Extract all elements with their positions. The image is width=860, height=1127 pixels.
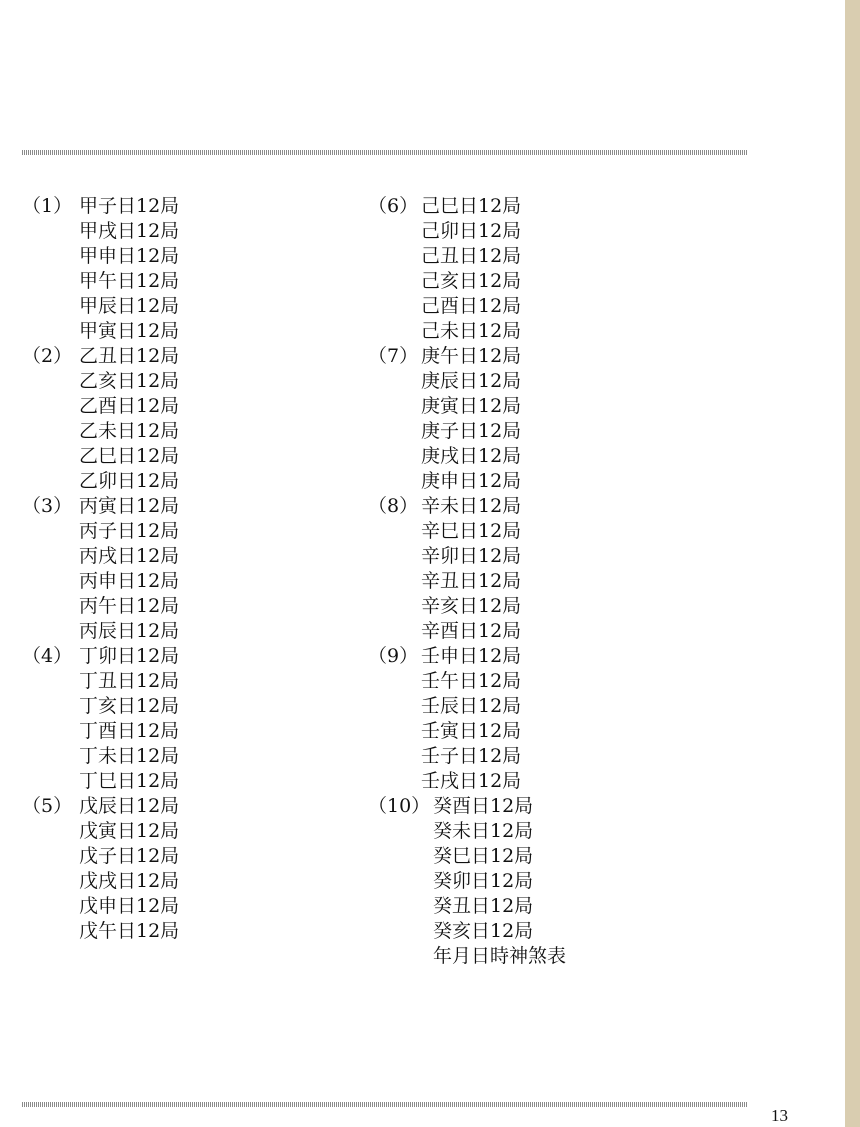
toc-entry[interactable]: 癸卯日12局 [433,870,534,892]
toc-entry[interactable]: 乙丑日12局 [79,345,180,367]
toc-entry[interactable]: 壬子日12局 [421,745,522,767]
toc-entry[interactable]: 壬寅日12局 [421,720,522,742]
group-number: （1） [22,195,73,217]
toc-entry[interactable]: 戊戌日12局 [79,870,180,892]
toc-entry[interactable]: 壬申日12局 [421,645,522,667]
toc-entry[interactable]: 辛巳日12局 [421,520,522,542]
group-number: （3） [22,495,73,517]
toc-entry[interactable]: 戊午日12局 [79,920,180,942]
toc-entry[interactable]: 庚午日12局 [421,345,522,367]
toc-entry[interactable]: 己未日12局 [421,320,522,342]
toc-entry[interactable]: 辛丑日12局 [421,570,522,592]
toc-entry[interactable]: 辛酉日12局 [421,620,522,642]
toc-entry[interactable]: 甲午日12局 [79,270,180,292]
toc-entry[interactable]: 庚申日12局 [421,470,522,492]
bottom-dotted-rule [22,1102,748,1107]
toc-entry[interactable]: 乙亥日12局 [79,370,180,392]
group-number: （9） [368,645,419,667]
toc-entry[interactable]: 丙午日12局 [79,595,180,617]
toc-entry[interactable]: 乙巳日12局 [79,445,180,467]
toc-entry[interactable]: 己丑日12局 [421,245,522,267]
group-number: （10） [368,795,431,817]
toc-entry[interactable]: 丁未日12局 [79,745,180,767]
group-number: （8） [368,495,419,517]
toc-entry[interactable]: 己酉日12局 [421,295,522,317]
toc-entry[interactable]: 戊寅日12局 [79,820,180,842]
toc-entry[interactable]: 庚戌日12局 [421,445,522,467]
toc-entry[interactable]: 甲辰日12局 [79,295,180,317]
toc-entry[interactable]: 壬戌日12局 [421,770,522,792]
toc-entry-shensha-table[interactable]: 年月日時神煞表 [433,945,567,967]
toc-entry[interactable]: 乙未日12局 [79,420,180,442]
toc-entry[interactable]: 乙卯日12局 [79,470,180,492]
toc-entry[interactable]: 丙子日12局 [79,520,180,542]
toc-entry[interactable]: 辛亥日12局 [421,595,522,617]
toc-entry[interactable]: 甲寅日12局 [79,320,180,342]
toc-entry[interactable]: 壬午日12局 [421,670,522,692]
toc-entry[interactable]: 壬辰日12局 [421,695,522,717]
toc-entry[interactable]: 丙寅日12局 [79,495,180,517]
top-dotted-rule [22,150,748,155]
group-number: （6） [368,195,419,217]
toc-entry[interactable]: 己巳日12局 [421,195,522,217]
toc-entry[interactable]: 戊子日12局 [79,845,180,867]
toc-entry[interactable]: 癸亥日12局 [433,920,534,942]
page-number: 13 [771,1106,788,1125]
group-number: （2） [22,345,73,367]
toc-entry[interactable]: 庚子日12局 [421,420,522,442]
toc-entry[interactable]: 癸未日12局 [433,820,534,842]
toc-entry[interactable]: 丙戌日12局 [79,545,180,567]
toc-entry[interactable]: 丁亥日12局 [79,695,180,717]
toc-entry[interactable]: 丁巳日12局 [79,770,180,792]
toc-entry[interactable]: 辛卯日12局 [421,545,522,567]
toc-entry[interactable]: 甲子日12局 [79,195,180,217]
page-edge-strip [845,0,860,1127]
toc-entry[interactable]: 癸酉日12局 [433,795,534,817]
group-number: （5） [22,795,73,817]
toc-entry[interactable]: 甲申日12局 [79,245,180,267]
group-number: （7） [368,345,419,367]
toc-entry[interactable]: 己卯日12局 [421,220,522,242]
toc-entry[interactable]: 戊申日12局 [79,895,180,917]
group-number: （4） [22,645,73,667]
toc-entry[interactable]: 丁酉日12局 [79,720,180,742]
toc-entry[interactable]: 庚辰日12局 [421,370,522,392]
toc-entry[interactable]: 乙酉日12局 [79,395,180,417]
toc-entry[interactable]: 癸丑日12局 [433,895,534,917]
toc-entry[interactable]: 丙申日12局 [79,570,180,592]
toc-entry[interactable]: 丁丑日12局 [79,670,180,692]
toc-entry[interactable]: 戊辰日12局 [79,795,180,817]
toc-entry[interactable]: 甲戌日12局 [79,220,180,242]
toc-entry[interactable]: 己亥日12局 [421,270,522,292]
toc-entry[interactable]: 丁卯日12局 [79,645,180,667]
toc-entry[interactable]: 辛未日12局 [421,495,522,517]
toc-entry[interactable]: 癸巳日12局 [433,845,534,867]
toc-entry[interactable]: 丙辰日12局 [79,620,180,642]
toc-entry[interactable]: 庚寅日12局 [421,395,522,417]
